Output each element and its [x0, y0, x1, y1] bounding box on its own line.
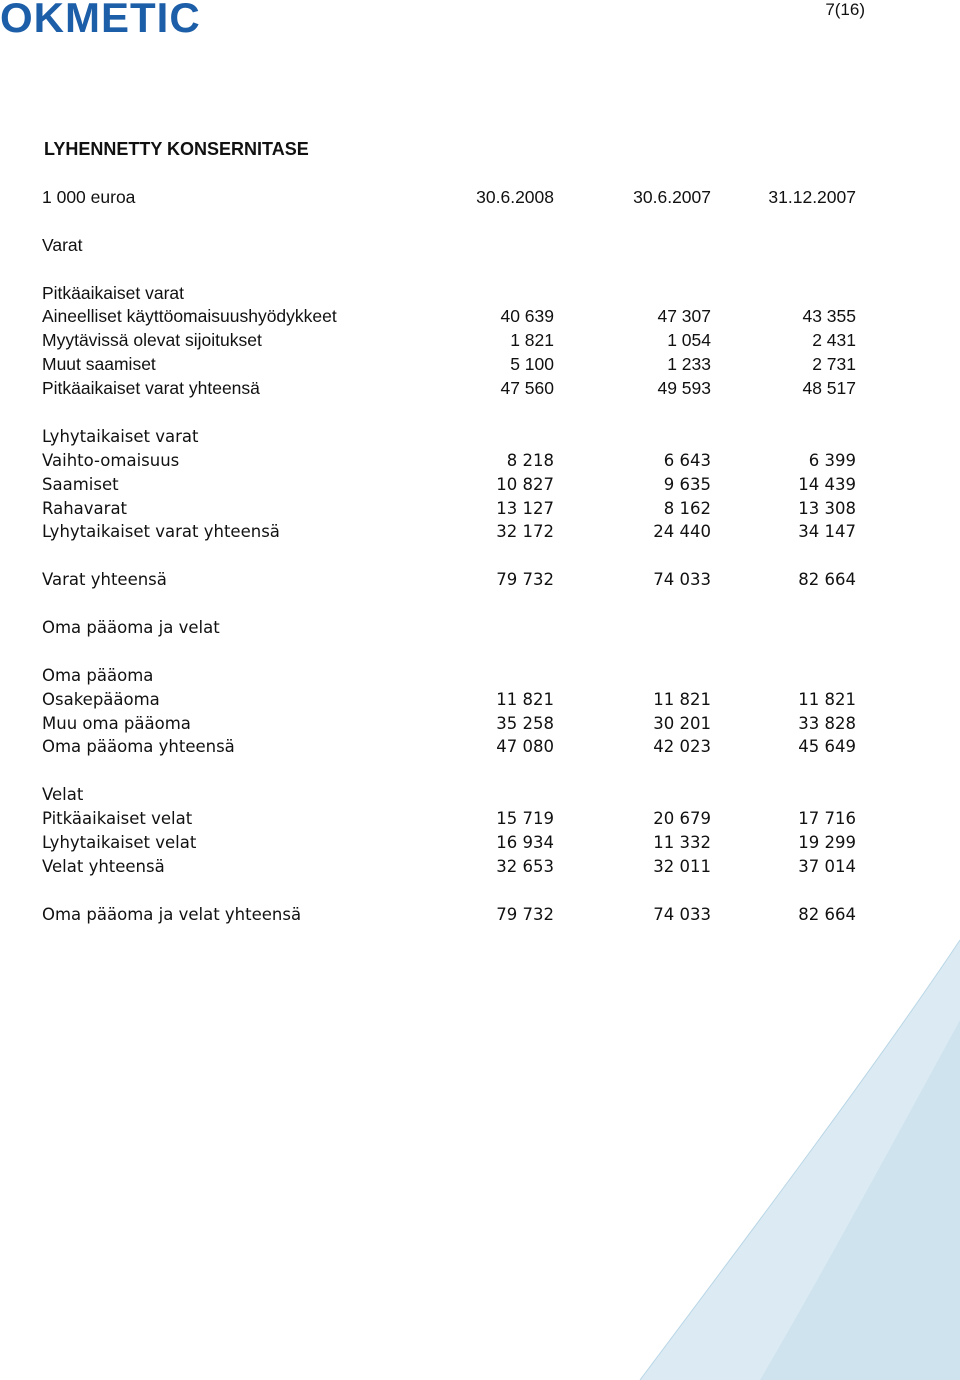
table-row — [42, 353, 862, 377]
table-row — [42, 831, 862, 855]
row-label: Pitkäaikaiset varat yhteensä — [42, 378, 260, 399]
row-value-2: 8 162 — [663, 498, 711, 518]
row-label: Oma pääoma ja velat — [42, 618, 220, 638]
row-value-2: 20 679 — [653, 809, 711, 829]
row-label: Varat — [42, 234, 83, 255]
row-label: Osakepääoma — [42, 689, 160, 709]
row-value-2: 11 821 — [653, 689, 711, 709]
row-label: Oma pääoma — [42, 665, 154, 685]
row-value-1: 10 827 — [496, 474, 554, 494]
column-header-row — [42, 186, 862, 210]
table-row — [42, 616, 862, 640]
table-row — [42, 903, 862, 927]
row-label: Oma pääoma ja velat yhteensä — [42, 904, 302, 924]
row-value-2: 6 643 — [663, 450, 711, 470]
row-value-2: 30 201 — [653, 713, 711, 733]
table-row — [42, 783, 862, 807]
row-value-1: 1 821 — [510, 330, 554, 351]
row-value-2: 47 307 — [657, 306, 711, 327]
row-value-1: 5 100 — [510, 354, 554, 375]
row-value-2: 1 054 — [667, 330, 711, 351]
row-label: Vaihto-omaisuus — [42, 450, 180, 470]
column-header-2: 30.6.2007 — [633, 187, 711, 207]
row-value-3: 82 664 — [798, 570, 856, 590]
row-value-3: 13 308 — [798, 498, 856, 518]
row-label: Lyhytaikaiset varat — [42, 426, 199, 446]
table-row — [42, 329, 862, 353]
row-value-2: 74 033 — [653, 904, 711, 924]
row-label: Rahavarat — [42, 498, 128, 518]
row-value-3: 33 828 — [798, 713, 856, 733]
table-row — [42, 520, 862, 544]
row-value-3: 14 439 — [798, 474, 856, 494]
row-value-2: 24 440 — [653, 522, 711, 542]
row-value-2: 11 332 — [653, 833, 711, 853]
table-row — [42, 712, 862, 736]
table-row — [42, 449, 862, 473]
row-label: Pitkäaikaiset varat — [42, 282, 185, 303]
row-value-1: 40 639 — [500, 306, 554, 327]
row-value-1: 79 732 — [496, 570, 554, 590]
row-value-3: 45 649 — [798, 737, 856, 757]
row-value-3: 17 716 — [798, 809, 856, 829]
row-value-3: 82 664 — [798, 904, 856, 924]
table-row — [42, 473, 862, 497]
row-value-3: 6 399 — [808, 450, 856, 470]
balance-sheet-table — [42, 186, 862, 927]
row-value-3: 2 731 — [812, 354, 856, 375]
row-value-1: 47 560 — [500, 378, 554, 399]
table-row — [42, 282, 862, 306]
table-row — [42, 807, 862, 831]
row-value-1: 35 258 — [496, 713, 554, 733]
table-row — [42, 688, 862, 712]
row-value-2: 42 023 — [653, 737, 711, 757]
row-label: Lyhytaikaiset velat — [42, 833, 197, 853]
row-label: Oma pääoma yhteensä — [42, 737, 235, 757]
row-value-2: 74 033 — [653, 570, 711, 590]
row-label: Velat — [42, 785, 84, 805]
row-value-3: 11 821 — [798, 689, 856, 709]
row-label: Muut saamiset — [42, 354, 156, 375]
row-value-2: 49 593 — [657, 378, 711, 399]
table-row — [42, 855, 862, 879]
table-row — [42, 735, 862, 759]
row-value-1: 8 218 — [506, 450, 554, 470]
row-value-1: 11 821 — [496, 689, 554, 709]
table-row — [42, 425, 862, 449]
page-number: 7(16) — [825, 0, 865, 19]
unit-label: 1 000 euroa — [42, 187, 136, 207]
row-value-2: 9 635 — [663, 474, 711, 494]
row-label: Pitkäaikaiset velat — [42, 809, 193, 829]
table-row — [42, 497, 862, 521]
row-value-1: 32 653 — [496, 856, 554, 876]
row-value-2: 1 233 — [667, 354, 711, 375]
table-row — [42, 568, 862, 592]
row-value-1: 16 934 — [496, 833, 554, 853]
row-value-3: 2 431 — [812, 330, 856, 351]
row-value-1: 32 172 — [496, 522, 554, 542]
row-label: Varat yhteensä — [42, 570, 167, 590]
row-value-3: 43 355 — [802, 306, 856, 327]
row-label: Velat yhteensä — [42, 856, 165, 876]
row-label: Lyhytaikaiset varat yhteensä — [42, 522, 280, 542]
row-value-1: 79 732 — [496, 904, 554, 924]
row-value-3: 34 147 — [798, 522, 856, 542]
page-title: LYHENNETTY KONSERNITASE — [44, 139, 309, 159]
table-row — [42, 234, 862, 258]
table-row — [42, 664, 862, 688]
row-label: Aineelliset käyttöomaisuushyödykkeet — [42, 306, 337, 327]
row-label: Myytävissä olevat sijoitukset — [42, 330, 262, 351]
row-label: Muu oma pääoma — [42, 713, 191, 733]
company-logo: OKMETIC — [0, 0, 201, 41]
row-value-3: 48 517 — [802, 378, 856, 399]
row-value-1: 13 127 — [496, 498, 554, 518]
column-header-1: 30.6.2008 — [476, 187, 554, 207]
row-value-3: 37 014 — [798, 856, 856, 876]
row-label: Saamiset — [42, 474, 119, 494]
table-row — [42, 305, 862, 329]
row-value-1: 15 719 — [496, 809, 554, 829]
row-value-3: 19 299 — [798, 833, 856, 853]
column-header-3: 31.12.2007 — [768, 187, 856, 207]
row-value-2: 32 011 — [653, 856, 711, 876]
row-value-1: 47 080 — [496, 737, 554, 757]
table-row — [42, 377, 862, 401]
